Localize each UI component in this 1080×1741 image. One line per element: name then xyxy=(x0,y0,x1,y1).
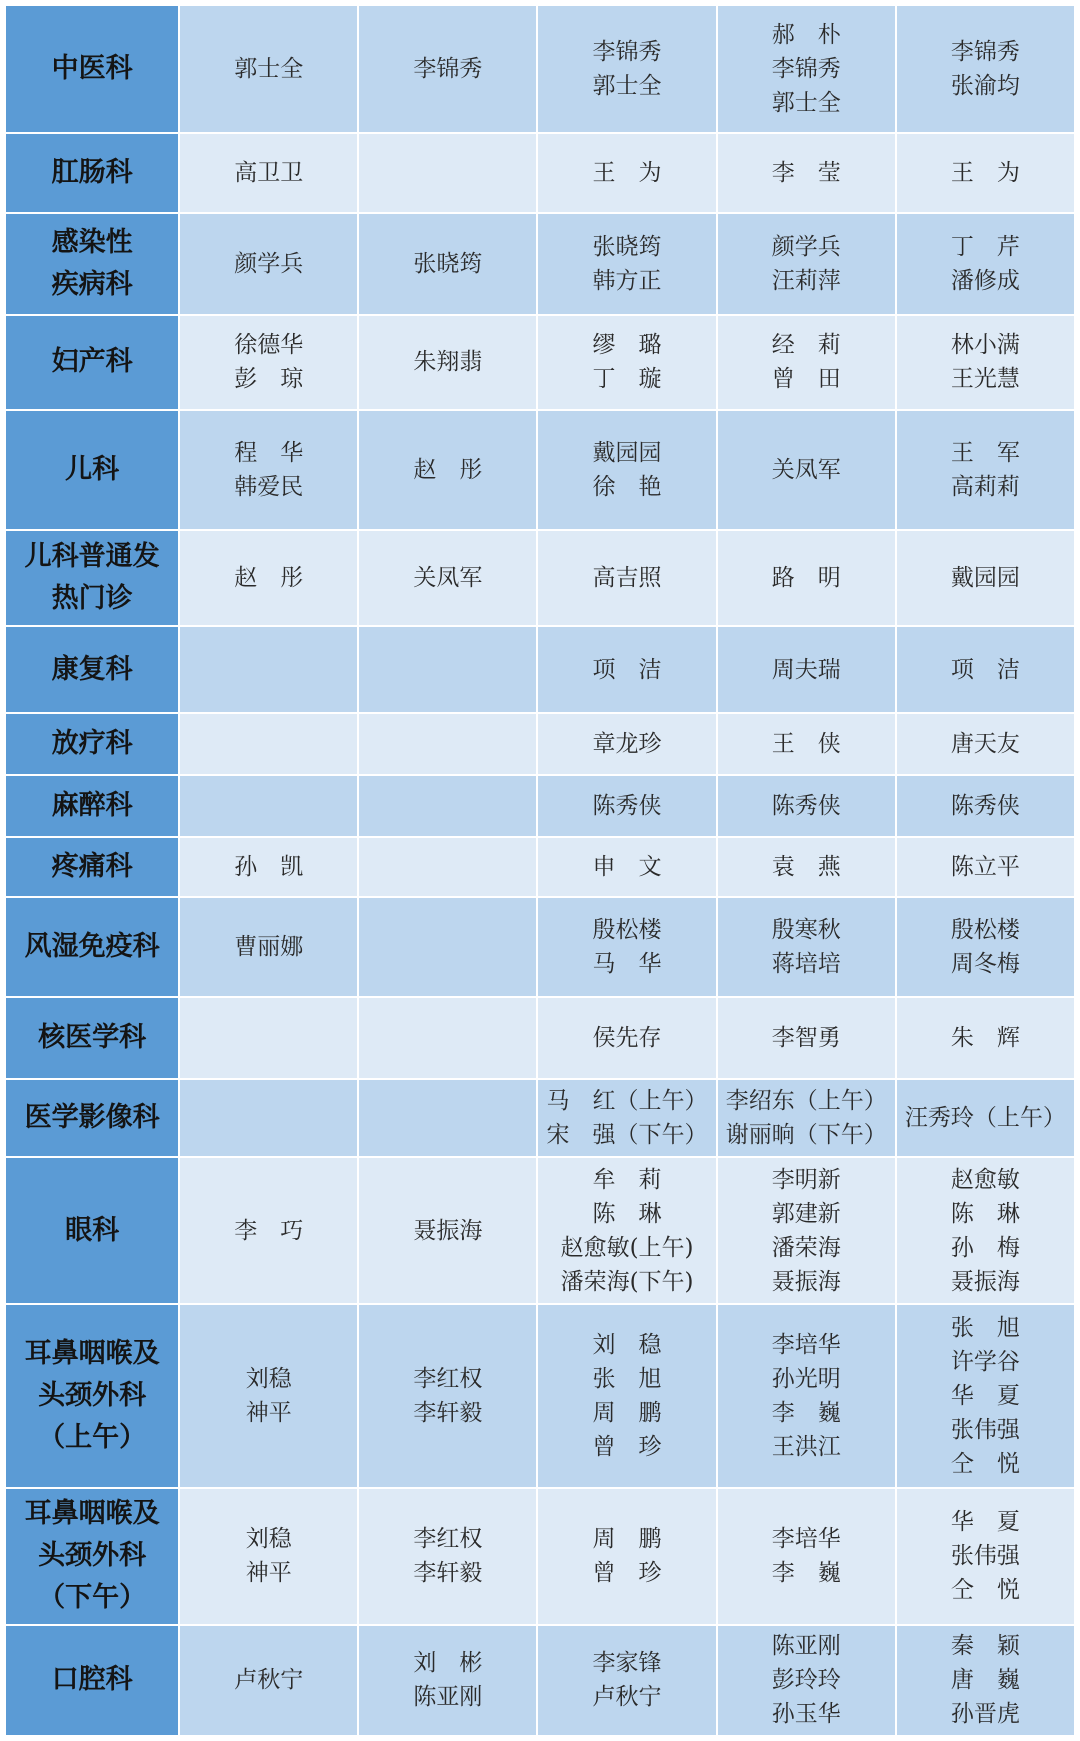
table-row xyxy=(6,1305,1074,1487)
doctor-name: 曾 珍 xyxy=(592,1560,662,1587)
schedule-cell xyxy=(718,1158,895,1303)
doctor-name: 章龙珍 xyxy=(592,730,662,757)
doctor-name: 马 红（上午） xyxy=(546,1087,708,1114)
schedule-rows xyxy=(6,6,1074,1735)
doctor-name: 秦 颖 xyxy=(950,1633,1020,1660)
department-name-line: 风湿免疫科 xyxy=(24,931,160,963)
schedule-cell xyxy=(359,1080,536,1156)
doctor-name: 周冬梅 xyxy=(950,951,1020,978)
doctor-name: 赵愈敏 xyxy=(950,1166,1020,1193)
doctor-name: 殷松楼 xyxy=(592,917,662,944)
schedule-cell xyxy=(718,776,895,836)
schedule-cell xyxy=(359,316,536,409)
table-row xyxy=(6,316,1074,409)
department-name xyxy=(6,1080,178,1156)
doctor-name: 王 侠 xyxy=(771,730,841,757)
doctor-name: 刘 彬 xyxy=(413,1650,483,1677)
department-name-line: 疼痛科 xyxy=(51,851,133,883)
doctor-name: 李锦秀 xyxy=(950,39,1020,66)
doctor-name: 李轩毅 xyxy=(413,1560,483,1587)
doctor-name: 李 巍 xyxy=(771,1560,841,1587)
doctor-name: 李锦秀 xyxy=(771,56,841,83)
department-name xyxy=(6,776,178,836)
department-name-line: 中医科 xyxy=(51,53,133,85)
schedule-cell xyxy=(180,898,357,995)
schedule-cell xyxy=(718,998,895,1078)
schedule-cell xyxy=(538,214,715,313)
department-name xyxy=(6,898,178,995)
schedule-cell xyxy=(538,316,715,409)
doctor-name: 牟 莉 xyxy=(592,1166,662,1193)
department-name-line: 放疗科 xyxy=(51,727,133,759)
schedule-cell xyxy=(897,1158,1074,1303)
schedule-cell xyxy=(897,627,1074,711)
doctor-name: 仝 悦 xyxy=(950,1451,1020,1478)
doctor-name: 孙 梅 xyxy=(950,1234,1020,1261)
schedule-cell xyxy=(180,998,357,1078)
department-name xyxy=(6,1489,178,1624)
department-name-line: 耳鼻咽喉及 xyxy=(24,1338,160,1370)
schedule-cell xyxy=(180,316,357,409)
department-name-line: （下午） xyxy=(38,1582,147,1614)
schedule-cell xyxy=(718,1305,895,1487)
schedule-cell xyxy=(359,1489,536,1624)
schedule-cell xyxy=(897,214,1074,313)
doctor-name: 刘 稳 xyxy=(592,1332,662,1359)
department-name-line: 妇产科 xyxy=(51,346,133,378)
doctor-name: 李绍东（上午） xyxy=(725,1087,887,1114)
schedule-cell xyxy=(718,627,895,711)
schedule-cell xyxy=(359,1626,536,1735)
doctor-name: 陈亚刚 xyxy=(771,1633,841,1660)
schedule-cell xyxy=(897,714,1074,774)
schedule-cell xyxy=(538,838,715,897)
department-name-line: 感染性 xyxy=(51,226,133,258)
doctor-name: 李培华 xyxy=(771,1526,841,1553)
schedule-cell xyxy=(538,898,715,995)
schedule-cell xyxy=(897,898,1074,995)
department-name xyxy=(6,316,178,409)
table-row xyxy=(6,531,1074,625)
doctor-name: 刘稳 xyxy=(245,1366,292,1393)
doctor-name: 张伟强 xyxy=(950,1417,1020,1444)
table-row xyxy=(6,714,1074,774)
schedule-cell xyxy=(180,1158,357,1303)
department-name xyxy=(6,6,178,132)
schedule-cell xyxy=(718,898,895,995)
doctor-name: 聂振海 xyxy=(413,1217,483,1244)
doctor-name: 孙玉华 xyxy=(771,1701,841,1728)
doctor-name: 聂振海 xyxy=(950,1268,1020,1295)
department-name xyxy=(6,134,178,212)
doctor-name: 郭建新 xyxy=(771,1200,841,1227)
doctor-name: 曾 珍 xyxy=(592,1434,662,1461)
doctor-name: 程 华 xyxy=(234,440,304,467)
doctor-name: 周夫瑞 xyxy=(771,656,841,683)
doctor-name: 李锦秀 xyxy=(592,39,662,66)
doctor-name: 经 莉 xyxy=(771,332,841,359)
schedule-cell xyxy=(897,1080,1074,1156)
schedule-cell xyxy=(538,6,715,132)
schedule-cell xyxy=(718,1080,895,1156)
schedule-cell xyxy=(359,898,536,995)
doctor-name: 李锦秀 xyxy=(413,56,483,83)
schedule-cell xyxy=(538,531,715,625)
department-name-line: 耳鼻咽喉及 xyxy=(24,1498,160,1530)
doctor-name: 汪秀玲（上午） xyxy=(904,1104,1066,1131)
schedule-cell xyxy=(359,998,536,1078)
department-name xyxy=(6,214,178,313)
department-name xyxy=(6,411,178,530)
department-name-line: （上午） xyxy=(38,1422,147,1454)
doctor-name: 陈 琳 xyxy=(592,1200,662,1227)
doctor-name: 高莉莉 xyxy=(950,474,1020,501)
doctor-name: 神平 xyxy=(245,1560,292,1587)
schedule-cell xyxy=(897,1626,1074,1735)
doctor-name: 李 巧 xyxy=(234,1217,304,1244)
doctor-name: 谢丽晌（下午） xyxy=(725,1121,887,1148)
doctor-name: 彭玲玲 xyxy=(771,1667,841,1694)
doctor-name: 潘荣海 xyxy=(771,1234,841,1261)
schedule-cell xyxy=(897,6,1074,132)
doctor-name: 朱 辉 xyxy=(950,1024,1020,1051)
table-row xyxy=(6,1489,1074,1624)
schedule-cell xyxy=(359,1305,536,1487)
department-name-line: 康复科 xyxy=(51,653,133,685)
schedule-cell xyxy=(180,531,357,625)
doctor-name: 王 为 xyxy=(950,160,1020,187)
department-name-line: 头颈外科 xyxy=(38,1540,147,1572)
department-name-line: 肛肠科 xyxy=(51,157,133,189)
doctor-name: 李明新 xyxy=(771,1166,841,1193)
doctor-name: 王光慧 xyxy=(950,366,1020,393)
doctor-name: 蒋培培 xyxy=(771,951,841,978)
schedule-cell xyxy=(538,1626,715,1735)
doctor-name: 华 夏 xyxy=(950,1509,1020,1536)
doctor-name: 路 明 xyxy=(771,565,841,592)
doctor-name: 陈秀侠 xyxy=(950,792,1020,819)
table-row xyxy=(6,776,1074,836)
clinic-schedule-table xyxy=(4,4,1076,1737)
table-row xyxy=(6,998,1074,1078)
table-row xyxy=(6,1080,1074,1156)
doctor-name: 李 巍 xyxy=(771,1400,841,1427)
doctor-name: 华 夏 xyxy=(950,1383,1020,1410)
schedule-cell xyxy=(897,838,1074,897)
doctor-name: 张 旭 xyxy=(950,1315,1020,1342)
schedule-cell xyxy=(538,998,715,1078)
doctor-name: 唐天友 xyxy=(950,730,1020,757)
doctor-name: 韩方正 xyxy=(592,267,662,294)
schedule-cell xyxy=(180,714,357,774)
doctor-name: 潘荣海(下午) xyxy=(560,1268,694,1295)
doctor-name: 汪莉萍 xyxy=(771,267,841,294)
department-name-line: 头颈外科 xyxy=(38,1380,147,1412)
doctor-name: 李红权 xyxy=(413,1366,483,1393)
doctor-name: 陈亚刚 xyxy=(413,1684,483,1711)
schedule-cell xyxy=(180,411,357,530)
schedule-cell xyxy=(359,714,536,774)
department-name-line: 核医学科 xyxy=(38,1021,147,1053)
table-row xyxy=(6,898,1074,995)
doctor-name: 马 华 xyxy=(592,951,662,978)
table-row xyxy=(6,627,1074,711)
schedule-cell xyxy=(180,134,357,212)
table-row xyxy=(6,838,1074,897)
doctor-name: 唐 巍 xyxy=(950,1667,1020,1694)
table-row xyxy=(6,6,1074,132)
schedule-cell xyxy=(180,776,357,836)
doctor-name: 张伟强 xyxy=(950,1543,1020,1570)
doctor-name: 赵 彤 xyxy=(234,565,304,592)
doctor-name: 戴园园 xyxy=(950,565,1020,592)
doctor-name: 戴园园 xyxy=(592,440,662,467)
table-row xyxy=(6,1626,1074,1735)
schedule-cell xyxy=(897,531,1074,625)
doctor-name: 项 洁 xyxy=(950,656,1020,683)
department-name-line: 医学影像科 xyxy=(24,1101,160,1133)
schedule-cell xyxy=(538,1080,715,1156)
schedule-cell xyxy=(897,1489,1074,1624)
doctor-name: 潘修成 xyxy=(950,267,1020,294)
schedule-cell xyxy=(538,1158,715,1303)
doctor-name: 袁 燕 xyxy=(771,854,841,881)
department-name xyxy=(6,998,178,1078)
schedule-cell xyxy=(538,627,715,711)
department-name-line: 儿科 xyxy=(65,454,120,486)
schedule-cell xyxy=(359,1158,536,1303)
doctor-name: 彭 琼 xyxy=(234,366,304,393)
doctor-name: 李轩毅 xyxy=(413,1400,483,1427)
doctor-name: 宋 强（下午） xyxy=(546,1121,708,1148)
doctor-name: 孙 凯 xyxy=(234,854,304,881)
schedule-cell xyxy=(359,134,536,212)
schedule-cell xyxy=(718,838,895,897)
doctor-name: 徐 艳 xyxy=(592,474,662,501)
schedule-cell xyxy=(180,6,357,132)
schedule-cell xyxy=(359,627,536,711)
department-name xyxy=(6,1158,178,1303)
doctor-name: 关凤军 xyxy=(771,457,841,484)
department-name-line: 麻醉科 xyxy=(51,789,133,821)
doctor-name: 高吉照 xyxy=(592,565,662,592)
doctor-name: 陈秀侠 xyxy=(592,792,662,819)
doctor-name: 殷松楼 xyxy=(950,917,1020,944)
doctor-name: 郝 朴 xyxy=(771,22,841,49)
doctor-name: 王洪江 xyxy=(771,1434,841,1461)
doctor-name: 郭士全 xyxy=(592,73,662,100)
doctor-name: 陈立平 xyxy=(950,854,1020,881)
doctor-name: 张晓筠 xyxy=(592,233,662,260)
table-row xyxy=(6,1158,1074,1303)
schedule-cell xyxy=(718,134,895,212)
doctor-name: 王 军 xyxy=(950,440,1020,467)
doctor-name: 李智勇 xyxy=(771,1024,841,1051)
department-name xyxy=(6,1305,178,1487)
doctor-name: 周 鹏 xyxy=(592,1526,662,1553)
department-name xyxy=(6,627,178,711)
doctor-name: 项 洁 xyxy=(592,656,662,683)
doctor-name: 颜学兵 xyxy=(234,250,304,277)
schedule-cell xyxy=(897,998,1074,1078)
doctor-name: 徐德华 xyxy=(234,332,304,359)
doctor-name: 关凤军 xyxy=(413,565,483,592)
schedule-cell xyxy=(359,411,536,530)
department-name-line: 儿科普通发 xyxy=(24,541,160,573)
doctor-name: 神平 xyxy=(245,1400,292,1427)
table-row xyxy=(6,411,1074,530)
doctor-name: 丁 璇 xyxy=(592,366,662,393)
doctor-name: 李 莹 xyxy=(771,160,841,187)
department-name xyxy=(6,1626,178,1735)
doctor-name: 林小满 xyxy=(950,332,1020,359)
schedule-cell xyxy=(718,1626,895,1735)
doctor-name: 李培华 xyxy=(771,1332,841,1359)
schedule-cell xyxy=(538,1305,715,1487)
schedule-cell xyxy=(180,1080,357,1156)
department-name-line: 眼科 xyxy=(65,1214,120,1246)
schedule-cell xyxy=(538,714,715,774)
doctor-name: 陈 琳 xyxy=(950,1200,1020,1227)
doctor-name: 孙光明 xyxy=(771,1366,841,1393)
schedule-cell xyxy=(180,838,357,897)
doctor-name: 殷寒秋 xyxy=(771,917,841,944)
schedule-cell xyxy=(180,1489,357,1624)
doctor-name: 仝 悦 xyxy=(950,1577,1020,1604)
schedule-cell xyxy=(359,776,536,836)
doctor-name: 申 文 xyxy=(592,854,662,881)
schedule-cell xyxy=(897,134,1074,212)
doctor-name: 李家锋 xyxy=(592,1650,662,1677)
doctor-name: 郭士全 xyxy=(771,90,841,117)
schedule-cell xyxy=(538,776,715,836)
schedule-cell xyxy=(718,6,895,132)
schedule-cell xyxy=(718,1489,895,1624)
table-row xyxy=(6,134,1074,212)
doctor-name: 曾 田 xyxy=(771,366,841,393)
schedule-cell xyxy=(359,838,536,897)
doctor-name: 李红权 xyxy=(413,1526,483,1553)
department-name-line: 疾病科 xyxy=(51,268,133,300)
schedule-cell xyxy=(897,1305,1074,1487)
table-row xyxy=(6,214,1074,313)
schedule-cell xyxy=(718,531,895,625)
department-name-line: 口腔科 xyxy=(51,1664,133,1696)
schedule-cell xyxy=(180,1305,357,1487)
schedule-cell xyxy=(718,714,895,774)
schedule-cell xyxy=(538,411,715,530)
department-name xyxy=(6,838,178,897)
doctor-name: 刘稳 xyxy=(245,1526,292,1553)
schedule-cell xyxy=(180,214,357,313)
schedule-cell xyxy=(538,1489,715,1624)
doctor-name: 王 为 xyxy=(592,160,662,187)
doctor-name: 聂振海 xyxy=(771,1268,841,1295)
doctor-name: 卢秋宁 xyxy=(234,1667,304,1694)
schedule-cell xyxy=(180,1626,357,1735)
schedule-cell xyxy=(180,627,357,711)
doctor-name: 高卫卫 xyxy=(234,160,304,187)
doctor-name: 张 旭 xyxy=(592,1366,662,1393)
schedule-cell xyxy=(718,214,895,313)
doctor-name: 韩爱民 xyxy=(234,474,304,501)
department-name xyxy=(6,531,178,625)
doctor-name: 张晓筠 xyxy=(413,250,483,277)
doctor-name: 朱翔翡 xyxy=(413,349,483,376)
doctor-name: 陈秀侠 xyxy=(771,792,841,819)
schedule-cell xyxy=(359,214,536,313)
schedule-cell xyxy=(718,411,895,530)
doctor-name: 许学谷 xyxy=(950,1349,1020,1376)
department-name xyxy=(6,714,178,774)
doctor-name: 侯先存 xyxy=(592,1024,662,1051)
doctor-name: 缪 璐 xyxy=(592,332,662,359)
doctor-name: 赵愈敏(上午) xyxy=(560,1234,694,1261)
schedule-cell xyxy=(359,531,536,625)
doctor-name: 张渝均 xyxy=(950,73,1020,100)
schedule-cell xyxy=(897,411,1074,530)
schedule-cell xyxy=(897,316,1074,409)
schedule-cell xyxy=(538,134,715,212)
department-name-line: 热门诊 xyxy=(51,583,133,615)
doctor-name: 周 鹏 xyxy=(592,1400,662,1427)
doctor-name: 孙晋虎 xyxy=(950,1701,1020,1728)
schedule-cell xyxy=(897,776,1074,836)
doctor-name: 赵 彤 xyxy=(413,457,483,484)
doctor-name: 颜学兵 xyxy=(771,233,841,260)
doctor-name: 卢秋宁 xyxy=(592,1684,662,1711)
doctor-name: 曹丽娜 xyxy=(234,934,304,961)
schedule-cell xyxy=(718,316,895,409)
schedule-cell xyxy=(359,6,536,132)
doctor-name: 丁 芹 xyxy=(950,233,1020,260)
doctor-name: 郭士全 xyxy=(234,56,304,83)
